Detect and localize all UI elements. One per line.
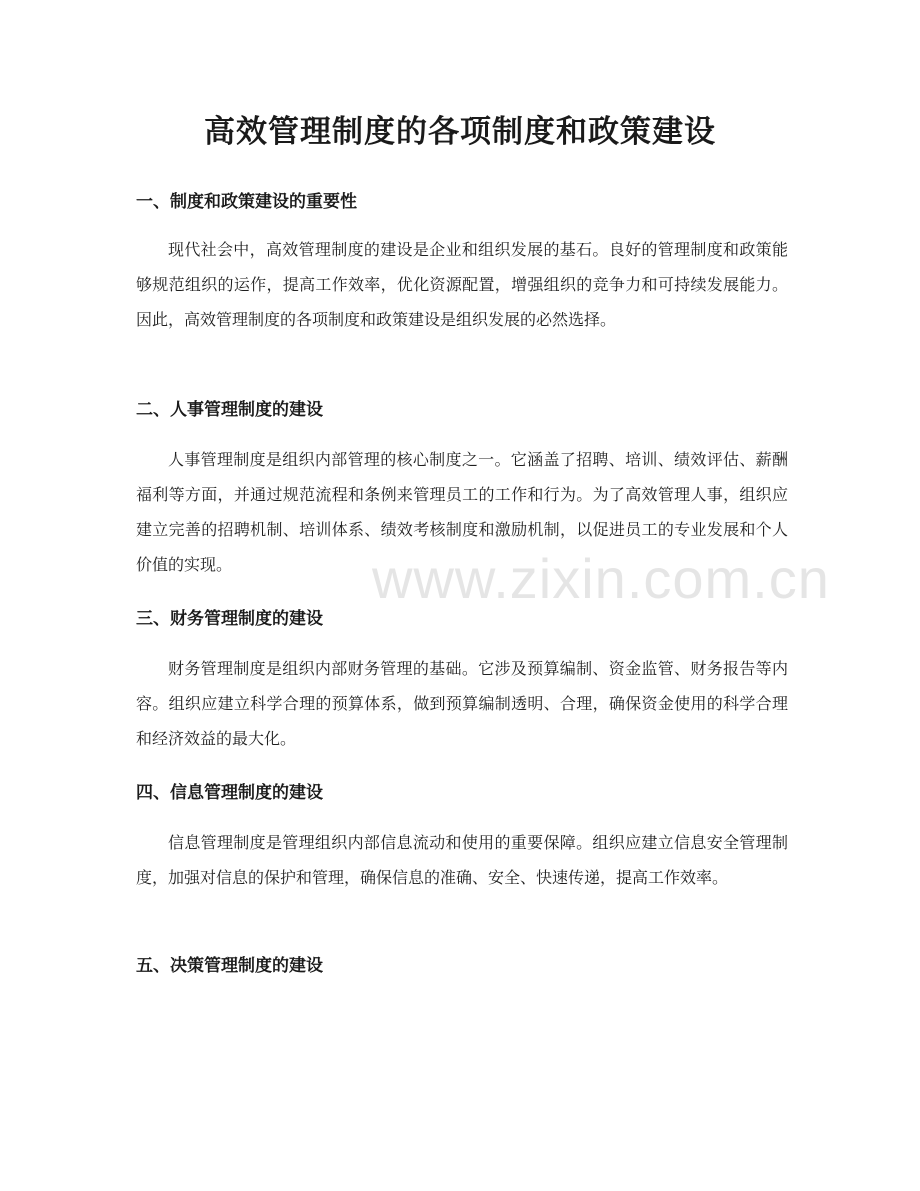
section-paragraph-information: 信息管理制度是管理组织内部信息流动和使用的重要保障。组织应建立信息安全管理制度，加强对信息的保护和管理，确保信息的准确、安全、快速传递，提高工作效率。 — [136, 833, 788, 887]
document-title: 高效管理制度的各项制度和政策建设 — [204, 114, 716, 150]
section-paragraph-hr: 人事管理制度是组织内部管理的核心制度之一。它涵盖了招聘、培训、绩效评估、薪酬福利等方面，并通过规范流程和条例来管理员工的工作和行为。为了高效管理人事，组织应建立完善的招聘机制、培训体系、绩效考核制度和激励机制，以促进员工的专业发展和个人价值的实现。 — [136, 450, 788, 574]
section-heading-decision: 五、决策管理制度的建设 — [136, 956, 323, 976]
section-heading-finance: 三、财务管理制度的建设 — [136, 609, 323, 629]
section-heading-hr: 二、人事管理制度的建设 — [136, 400, 323, 420]
section-heading-information: 四、信息管理制度的建设 — [136, 783, 323, 803]
section-paragraph-finance: 财务管理制度是组织内部财务管理的基础。它涉及预算编制、资金监管、财务报告等内容。组织应建立科学合理的预算体系，做到预算编制透明、合理，确保资金使用的科学合理和经济效益的最大化。 — [136, 659, 788, 748]
watermark-text: www.zixin.com.cn — [372, 547, 830, 610]
section-paragraph-importance: 现代社会中，高效管理制度的建设是企业和组织发展的基石。良好的管理制度和政策能够规范组织的运作，提高工作效率，优化资源配置，增强组织的竞争力和可持续发展能力。因此，高效管理制度的各项制度和政策建设是组织发展的必然选择。 — [136, 240, 788, 329]
section-heading-importance: 一、制度和政策建设的重要性 — [136, 192, 357, 212]
